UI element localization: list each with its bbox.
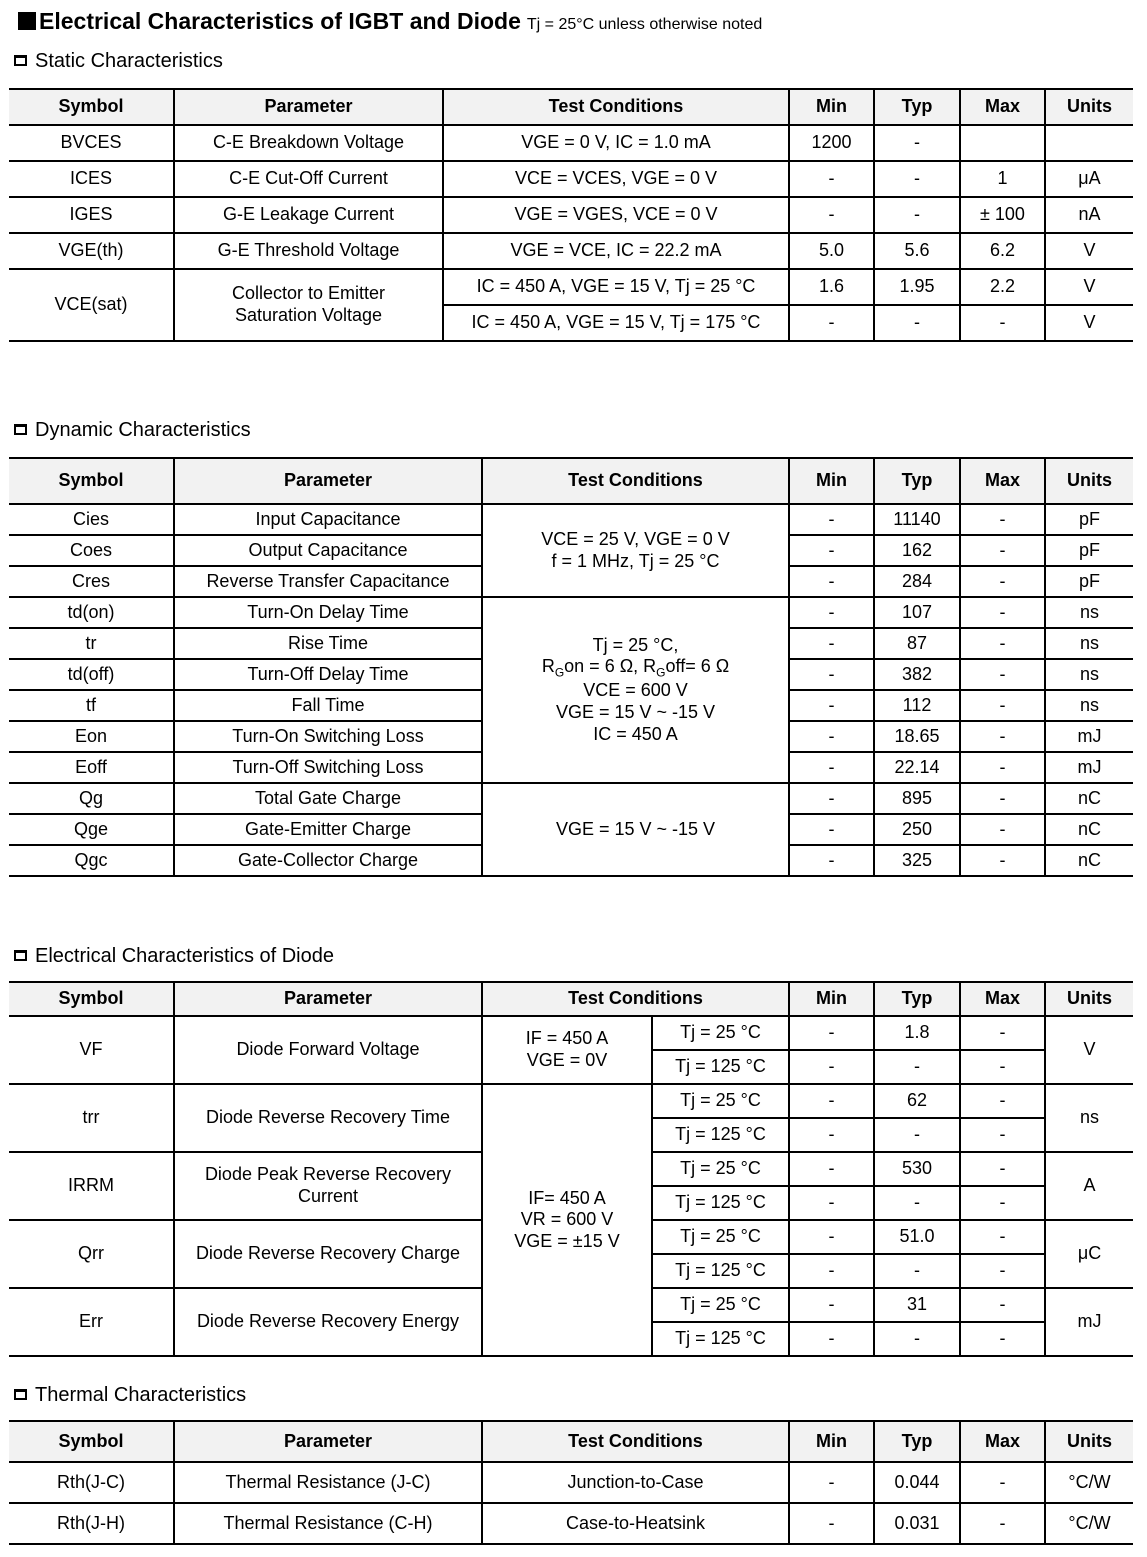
table-row <box>9 161 1133 197</box>
table-row <box>9 1016 1133 1050</box>
cell-conditions-switching: Tj = 25 °C, $R_Gon = 6$ Ω, $R_Goff= 6$ Ω VCE = 600 V VGE = 15 V ~ -15 V IC = 450 A <box>482 597 789 783</box>
cell-conditions: VCE = VCES, VGE = 0 V <box>443 161 789 197</box>
cell-units: °C/W <box>1045 1503 1133 1544</box>
header-symbol: Symbol <box>9 458 174 504</box>
cell-units: nC <box>1045 814 1133 845</box>
cell-min: - <box>789 197 874 233</box>
cell-min: - <box>789 161 874 197</box>
cell-max: - <box>960 1462 1045 1503</box>
cell-typ: 284 <box>874 566 960 597</box>
thermal-characteristics-table <box>9 1420 1133 1545</box>
cell-units: V <box>1045 1016 1133 1084</box>
cell-typ: - <box>874 305 960 341</box>
cell-parameter: Diode Reverse Recovery Time <box>174 1084 482 1152</box>
cell-parameter: Diode Reverse Recovery Charge <box>174 1220 482 1288</box>
table-row <box>9 1084 1133 1118</box>
cell-typ: 895 <box>874 783 960 814</box>
cell-typ: 0.044 <box>874 1462 960 1503</box>
cell-min: 1.6 <box>789 269 874 305</box>
cell-parameter: Rise Time <box>174 628 482 659</box>
cell-units <box>1045 125 1133 161</box>
cell-min: - <box>789 1254 874 1288</box>
cell-units: pF <box>1045 566 1133 597</box>
cell-symbol: IGES <box>9 197 174 233</box>
cell-conditions-gate: VGE = 15 V ~ -15 V <box>482 783 789 876</box>
static-characteristics-table <box>9 88 1133 342</box>
cell-max: - <box>960 1050 1045 1084</box>
cell-tj: Tj = 25 °C <box>652 1152 789 1186</box>
cell-symbol: VF <box>9 1016 174 1084</box>
cell-typ: 87 <box>874 628 960 659</box>
cell-typ: - <box>874 1118 960 1152</box>
table-row <box>9 269 1133 305</box>
cell-typ: 382 <box>874 659 960 690</box>
cell-typ: - <box>874 1254 960 1288</box>
cell-max: - <box>960 659 1045 690</box>
title-note: Tj = 25°C unless otherwise noted <box>526 16 763 33</box>
header-units: Units <box>1045 982 1133 1016</box>
cell-min: - <box>789 1118 874 1152</box>
cell-symbol: VGE(th) <box>9 233 174 269</box>
cell-tj: Tj = 25 °C <box>652 1220 789 1254</box>
section-box-icon <box>14 950 27 961</box>
cell-tj: Tj = 25 °C <box>652 1288 789 1322</box>
cell-tj: Tj = 125 °C <box>652 1050 789 1084</box>
table-header-row <box>9 458 1133 504</box>
header-parameter: Parameter <box>174 89 443 125</box>
cell-units: mJ <box>1045 721 1133 752</box>
cell-symbol: ICES <box>9 161 174 197</box>
cell-symbol: Coes <box>9 535 174 566</box>
cell-min: - <box>789 845 874 876</box>
cell-typ: - <box>874 1186 960 1220</box>
cell-max: - <box>960 1503 1045 1544</box>
cell-units: °C/W <box>1045 1462 1133 1503</box>
cell-tj: Tj = 125 °C <box>652 1118 789 1152</box>
cell-min: - <box>789 1084 874 1118</box>
cell-max: - <box>960 535 1045 566</box>
cell-typ: 11140 <box>874 504 960 535</box>
section-box-icon <box>14 55 27 66</box>
cell-typ: 62 <box>874 1084 960 1118</box>
cell-max: - <box>960 504 1045 535</box>
cell-parameter: C-E Breakdown Voltage <box>174 125 443 161</box>
header-max: Max <box>960 89 1045 125</box>
header-symbol: Symbol <box>9 89 174 125</box>
cell-max: - <box>960 1322 1045 1356</box>
cell-units: pF <box>1045 504 1133 535</box>
cell-symbol: IRRM <box>9 1152 174 1220</box>
section-box-icon <box>14 424 27 435</box>
cell-max: - <box>960 597 1045 628</box>
cell-symbol: tf <box>9 690 174 721</box>
cell-max: - <box>960 1288 1045 1322</box>
cell-max: ± 100 <box>960 197 1045 233</box>
cell-min: - <box>789 783 874 814</box>
cell-typ: 1.8 <box>874 1016 960 1050</box>
cell-conditions: Case-to-Heatsink <box>482 1503 789 1544</box>
header-test-conditions: Test Conditions <box>482 1421 789 1462</box>
header-max: Max <box>960 982 1045 1016</box>
cell-conditions: Junction-to-Case <box>482 1462 789 1503</box>
cell-conditions-recovery: IF= 450 A VR = 600 V VGE = ±15 V <box>482 1084 652 1356</box>
cell-typ: - <box>874 197 960 233</box>
cell-tj: Tj = 125 °C <box>652 1254 789 1288</box>
cell-min: - <box>789 752 874 783</box>
header-parameter: Parameter <box>174 458 482 504</box>
cell-units: V <box>1045 269 1133 305</box>
cell-units: nC <box>1045 845 1133 876</box>
header-units: Units <box>1045 89 1133 125</box>
table-row <box>9 597 1133 628</box>
cell-typ: - <box>874 161 960 197</box>
cell-typ: 325 <box>874 845 960 876</box>
cell-min: - <box>789 1016 874 1050</box>
cell-units: ns <box>1045 690 1133 721</box>
table-row <box>9 125 1133 161</box>
cell-min: - <box>789 1220 874 1254</box>
cell-parameter: Gate-Emitter Charge <box>174 814 482 845</box>
cell-max: - <box>960 1254 1045 1288</box>
cell-typ: - <box>874 125 960 161</box>
cell-max: - <box>960 721 1045 752</box>
header-test-conditions: Test Conditions <box>482 982 789 1016</box>
cell-symbol: Rth(J-C) <box>9 1462 174 1503</box>
cell-max: 6.2 <box>960 233 1045 269</box>
header-symbol: Symbol <box>9 1421 174 1462</box>
table-row <box>9 197 1133 233</box>
header-min: Min <box>789 458 874 504</box>
cell-min: - <box>789 690 874 721</box>
cell-min: 5.0 <box>789 233 874 269</box>
cell-tj: Tj = 125 °C <box>652 1322 789 1356</box>
header-min: Min <box>789 1421 874 1462</box>
header-units: Units <box>1045 458 1133 504</box>
header-min: Min <box>789 89 874 125</box>
cell-min: - <box>789 504 874 535</box>
cell-min: - <box>789 1186 874 1220</box>
cell-min: - <box>789 1462 874 1503</box>
header-parameter: Parameter <box>174 982 482 1016</box>
cell-max: - <box>960 845 1045 876</box>
cell-max <box>960 125 1045 161</box>
cell-parameter: Fall Time <box>174 690 482 721</box>
cell-max: - <box>960 1084 1045 1118</box>
header-max: Max <box>960 458 1045 504</box>
cell-symbol: Err <box>9 1288 174 1356</box>
cell-symbol: VCE(sat) <box>9 269 174 341</box>
cell-units: μA <box>1045 161 1133 197</box>
cell-parameter: Turn-On Delay Time <box>174 597 482 628</box>
cell-conditions-vf: IF = 450 A VGE = 0V <box>482 1016 652 1084</box>
cell-max: - <box>960 814 1045 845</box>
cell-parameter: Input Capacitance <box>174 504 482 535</box>
dynamic-characteristics-table <box>9 457 1133 877</box>
cell-units: nA <box>1045 197 1133 233</box>
cell-max: 1 <box>960 161 1045 197</box>
header-units: Units <box>1045 1421 1133 1462</box>
header-parameter: Parameter <box>174 1421 482 1462</box>
cell-parameter: Thermal Resistance (C-H) <box>174 1503 482 1544</box>
header-typ: Typ <box>874 89 960 125</box>
cell-conditions: IC = 450 A, VGE = 15 V, Tj = 175 °C <box>443 305 789 341</box>
cell-symbol: Eoff <box>9 752 174 783</box>
header-typ: Typ <box>874 458 960 504</box>
cell-typ: 107 <box>874 597 960 628</box>
cell-parameter: Diode Peak Reverse Recovery Current <box>174 1152 482 1220</box>
diode-characteristics-table <box>9 981 1133 1357</box>
cell-max: - <box>960 1186 1045 1220</box>
cell-symbol: Rth(J-H) <box>9 1503 174 1544</box>
cell-parameter: Diode Reverse Recovery Energy <box>174 1288 482 1356</box>
cell-max: - <box>960 1118 1045 1152</box>
header-symbol: Symbol <box>9 982 174 1016</box>
cell-max: - <box>960 628 1045 659</box>
cell-parameter: Output Capacitance <box>174 535 482 566</box>
cell-max: - <box>960 305 1045 341</box>
cell-units: V <box>1045 233 1133 269</box>
cell-symbol: Qgc <box>9 845 174 876</box>
cell-typ: 162 <box>874 535 960 566</box>
cell-conditions: VGE = VGES, VCE = 0 V <box>443 197 789 233</box>
header-typ: Typ <box>874 1421 960 1462</box>
cell-units: ns <box>1045 628 1133 659</box>
cell-typ: 5.6 <box>874 233 960 269</box>
cell-typ: 51.0 <box>874 1220 960 1254</box>
cell-symbol: tr <box>9 628 174 659</box>
cell-parameter: Gate-Collector Charge <box>174 845 482 876</box>
cell-parameter: G-E Threshold Voltage <box>174 233 443 269</box>
cell-symbol: Eon <box>9 721 174 752</box>
cell-min: - <box>789 305 874 341</box>
cell-min: - <box>789 721 874 752</box>
cell-tj: Tj = 125 °C <box>652 1186 789 1220</box>
cell-typ: 0.031 <box>874 1503 960 1544</box>
cell-min: 1200 <box>789 125 874 161</box>
header-test-conditions: Test Conditions <box>482 458 789 504</box>
cell-max: - <box>960 783 1045 814</box>
cell-parameter: Turn-Off Delay Time <box>174 659 482 690</box>
table-header-row <box>9 89 1133 125</box>
table-row <box>9 504 1133 535</box>
cell-max: - <box>960 690 1045 721</box>
table-row <box>9 1462 1133 1503</box>
cell-min: - <box>789 628 874 659</box>
cell-parameter: Reverse Transfer Capacitance <box>174 566 482 597</box>
cell-typ: 112 <box>874 690 960 721</box>
section-heading-static: Static Characteristics <box>14 50 223 73</box>
cell-symbol: Qrr <box>9 1220 174 1288</box>
cell-symbol: Qg <box>9 783 174 814</box>
cell-units: A <box>1045 1152 1133 1220</box>
cell-min: - <box>789 1503 874 1544</box>
cell-min: - <box>789 1288 874 1322</box>
cell-max: - <box>960 1016 1045 1050</box>
cell-units: ns <box>1045 597 1133 628</box>
cell-min: - <box>789 566 874 597</box>
cell-typ: 31 <box>874 1288 960 1322</box>
title-text: Electrical Characteristics of IGBT and Diode <box>39 8 521 34</box>
cell-max: 2.2 <box>960 269 1045 305</box>
cell-min: - <box>789 1322 874 1356</box>
cell-max: - <box>960 1152 1045 1186</box>
table-row <box>9 783 1133 814</box>
cell-symbol: Cres <box>9 566 174 597</box>
header-typ: Typ <box>874 982 960 1016</box>
cell-typ: 18.65 <box>874 721 960 752</box>
cell-conditions-capacitance: VCE = 25 V, VGE = 0 V f = 1 MHz, Tj = 25 °C <box>482 504 789 597</box>
cell-max: - <box>960 752 1045 783</box>
section-heading-thermal: Thermal Characteristics <box>14 1384 246 1407</box>
cell-units: V <box>1045 305 1133 341</box>
header-max: Max <box>960 1421 1045 1462</box>
cell-conditions: IC = 450 A, VGE = 15 V, Tj = 25 °C <box>443 269 789 305</box>
cell-min: - <box>789 659 874 690</box>
cell-conditions: VGE = VCE, IC = 22.2 mA <box>443 233 789 269</box>
cell-typ: - <box>874 1050 960 1084</box>
cell-units: ns <box>1045 659 1133 690</box>
cell-tj: Tj = 25 °C <box>652 1016 789 1050</box>
cell-parameter: C-E Cut-Off Current <box>174 161 443 197</box>
cell-max: - <box>960 1220 1045 1254</box>
cell-min: - <box>789 814 874 845</box>
cell-max: - <box>960 566 1045 597</box>
cell-parameter: Turn-Off Switching Loss <box>174 752 482 783</box>
cell-symbol: trr <box>9 1084 174 1152</box>
table-header-row <box>9 982 1133 1016</box>
section-heading-diode: Electrical Characteristics of Diode <box>14 945 334 968</box>
cell-parameter: Thermal Resistance (J-C) <box>174 1462 482 1503</box>
section-box-icon <box>14 1389 27 1400</box>
cell-units: nC <box>1045 783 1133 814</box>
cell-symbol: td(on) <box>9 597 174 628</box>
cell-tj: Tj = 25 °C <box>652 1084 789 1118</box>
cell-conditions: VGE = 0 V, IC = 1.0 mA <box>443 125 789 161</box>
cell-typ: 1.95 <box>874 269 960 305</box>
cell-units: mJ <box>1045 752 1133 783</box>
cell-typ: 22.14 <box>874 752 960 783</box>
cell-min: - <box>789 1152 874 1186</box>
table-header-row <box>9 1421 1133 1462</box>
cell-parameter: Turn-On Switching Loss <box>174 721 482 752</box>
cell-min: - <box>789 597 874 628</box>
table-row <box>9 1503 1133 1544</box>
page-title <box>18 8 762 35</box>
cell-min: - <box>789 1050 874 1084</box>
cell-symbol: Cies <box>9 504 174 535</box>
cell-symbol: BVCES <box>9 125 174 161</box>
cell-typ: 250 <box>874 814 960 845</box>
cell-units: μC <box>1045 1220 1133 1288</box>
cell-parameter: Diode Forward Voltage <box>174 1016 482 1084</box>
cell-parameter: Total Gate Charge <box>174 783 482 814</box>
cell-typ: - <box>874 1322 960 1356</box>
cell-symbol: Qge <box>9 814 174 845</box>
cell-parameter: G-E Leakage Current <box>174 197 443 233</box>
table-row <box>9 233 1133 269</box>
section-heading-dynamic: Dynamic Characteristics <box>14 419 251 442</box>
cell-typ: 530 <box>874 1152 960 1186</box>
cell-units: mJ <box>1045 1288 1133 1356</box>
cell-units: ns <box>1045 1084 1133 1152</box>
cell-units: pF <box>1045 535 1133 566</box>
cell-symbol: td(off) <box>9 659 174 690</box>
square-bullet-icon <box>18 12 36 30</box>
cell-parameter: Collector to Emitter Saturation Voltage <box>174 269 443 341</box>
header-min: Min <box>789 982 874 1016</box>
cell-min: - <box>789 535 874 566</box>
header-test-conditions: Test Conditions <box>443 89 789 125</box>
